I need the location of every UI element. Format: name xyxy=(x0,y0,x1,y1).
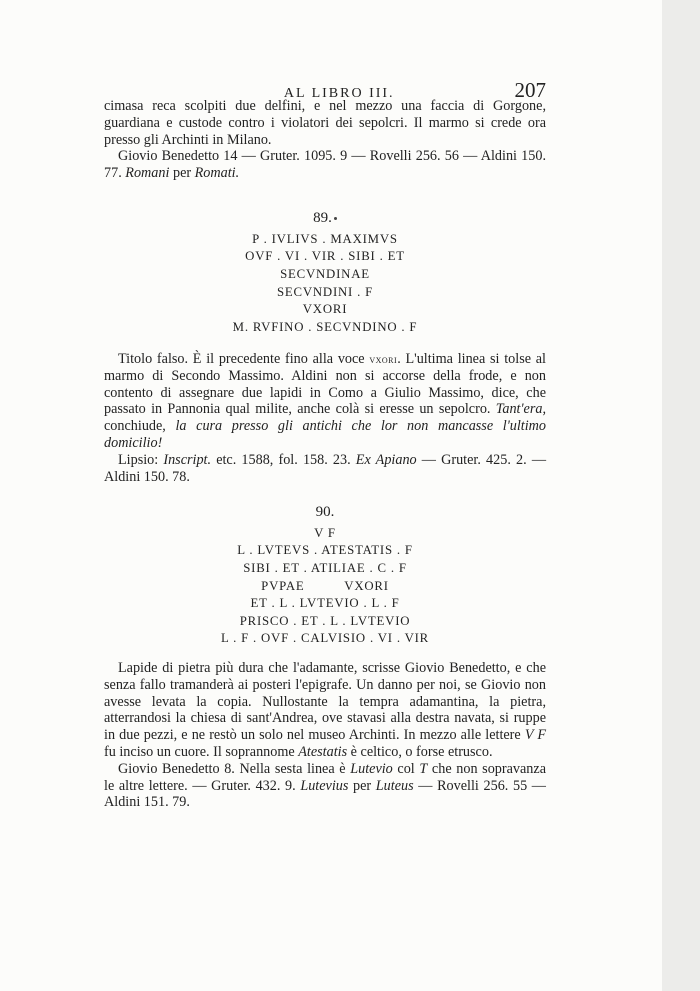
references-paragraph: Lipsio: Inscript. etc. 1588, fol. 158. 23. Ex Apiano — Gruter. 425. 2. — Aldini 150. 78. xyxy=(104,451,547,485)
ref-italic: Romati. xyxy=(194,165,240,182)
inscription-line: PRISCO . ET . L . LVTEVIO xyxy=(239,613,411,628)
inscription-89 xyxy=(104,210,546,336)
inscription-line: L . LVTEVS . ATESTATIS . F xyxy=(237,543,413,558)
continuation-paragraph xyxy=(104,98,546,148)
top-text xyxy=(104,98,546,182)
continuation-text: cimasa reca scolpiti due delfini, e nel mezzo una faccia di Gorgone, guardiana e custode contro i violatori dei sepolcri. Il marmo si crede ora presso gli Archinti in Milano. xyxy=(104,98,546,148)
commentary-paragraph: Titolo falso. È il precedente fino alla voce vxori. L'ultima linea si tolse al marmo di Secondo Massimo. Aldini non si accorse della frode, e non contento di assegnare due lapidi in Como a Giulio Massimo, dice, che passato in Pannonia qual milite, anche colà si eresse un sepolcro. Tant'era, conchiude, la cura presso gli antichi che lor non mancasse l'ultimo domicilio! xyxy=(104,351,546,451)
inscription-line: SECVNDINAE xyxy=(280,266,370,281)
inscription-line: L . F . OVF . CALVISIO . VI . VIR xyxy=(220,631,430,646)
inscription-line: OVF . VI . VIR . SIBI . ET xyxy=(245,249,405,264)
references-paragraph: Giovio Benedetto 8. Nella sesta linea è Lutevio col T che non sopravanza le altre lettere. — Gruter. 432. 9. Lutevius per Luteus — Rovelli 256. 55 — Aldini 151. 79. xyxy=(104,760,546,811)
ref-italic: Romani xyxy=(125,165,170,182)
inscription-text xyxy=(104,525,546,648)
inscription-line: PVPAE VXORI xyxy=(261,578,389,593)
commentary-paragraph: Lapide di pietra più dura che l'adamante, scrisse Giovio Benedetto, e che senza fallo tramanderà ai posteri l'epigrafe. Un danno per noi, se Giovio non avesse levata la copia. Nullostante la tempra adamantina, la pietra, atterrandosi la chiesa di sant'Andrea, ove stavasi alla destra navata, si ruppe in due pezzi, e ne restò un solo nel museo Archinti. In mezzo alle lettere V F fu inciso un cuore. Il soprannome Atestatis è celtico, o forse etrusco. xyxy=(104,660,546,760)
inscription-line: SIBI . ET . ATILIAE . C . F xyxy=(243,560,407,575)
inscription-90 xyxy=(104,504,546,648)
inscription-line: ET . L . LVTEVIO . L . F xyxy=(250,596,400,611)
inscription-text xyxy=(104,231,546,337)
inscription-line: VXORI xyxy=(302,302,348,317)
scan-margin xyxy=(662,0,700,991)
running-title: AL LIBRO III. xyxy=(283,86,395,101)
ref-text: per xyxy=(169,165,195,182)
inscription-line: P . IVLIVS . MAXIMVS xyxy=(252,231,398,246)
references-paragraph xyxy=(104,148,546,182)
commentary-90 xyxy=(104,660,546,811)
inscription-line: SECVNDINI . F xyxy=(276,284,374,299)
page-number: 207 xyxy=(514,78,546,102)
inscription-number: 90. xyxy=(315,504,335,520)
inscription-number: 89. xyxy=(104,210,546,227)
inscription-line: V F xyxy=(314,525,336,540)
ref-text: Giovio Benedetto 14 — Gruter. 1095. 9 — Rovelli 256. 56 — Aldini 150. 77. xyxy=(104,148,546,182)
commentary-89 xyxy=(104,351,546,485)
inscription-line: M. RVFINO . SECVNDINO . F xyxy=(232,319,418,334)
